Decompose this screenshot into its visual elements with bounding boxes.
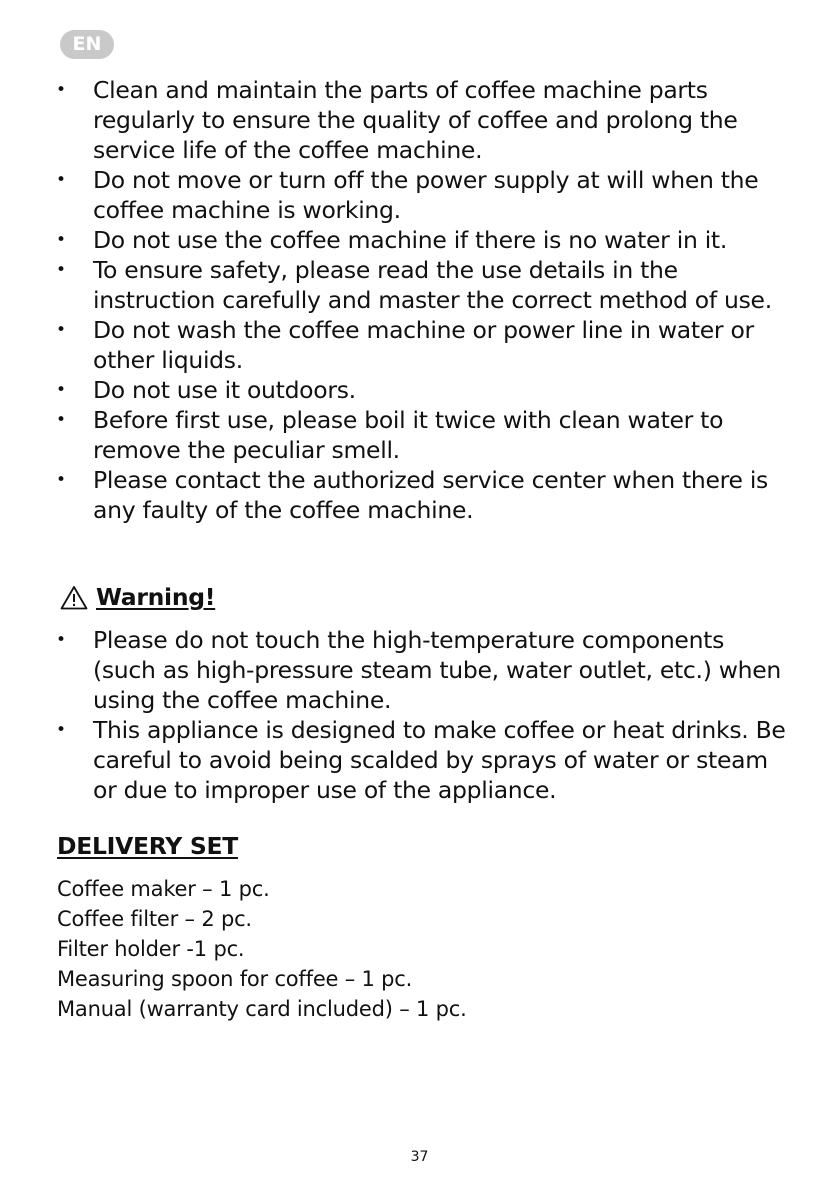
delivery-set-list [57, 874, 467, 1024]
list-item: Filter holder -1 pc. [57, 937, 245, 961]
warning-list [56, 625, 786, 805]
list-item: Manual (warranty card included) – 1 pc. [57, 997, 467, 1021]
list-item: Coffee maker – 1 pc. [57, 877, 270, 901]
delivery-set-title: DELIVERY SET [57, 832, 238, 860]
language-badge: EN [60, 30, 114, 59]
list-item: • Clean and maintain the parts of coffee machine parts regularly to ensure the quality of coffee and prolong the service life of the coffee machine. [56, 75, 796, 165]
list-item: • This appliance is designed to make coffee or heat drinks. Be careful to avoid being scalded by sprays of water or steam or due to improper use of the appliance. [56, 715, 786, 805]
list-item: • Please contact the authorized service center when there is any faulty of the coffee machine. [56, 465, 796, 525]
list-item: • Please do not touch the high-temperature components (such as high-pressure steam tube, water outlet, etc.) when using the coffee machine. [56, 625, 786, 715]
list-item: • Before first use, please boil it twice with clean water to remove the peculiar smell. [56, 405, 796, 465]
list-item: Coffee filter – 2 pc. [57, 907, 252, 931]
warning-heading [60, 583, 215, 611]
warning-triangle-icon [60, 585, 88, 610]
list-item: • Do not move or turn off the power supply at will when the coffee machine is working. [56, 165, 796, 225]
list-item: • To ensure safety, please read the use details in the instruction carefully and master the correct method of use. [56, 255, 796, 315]
warning-title: Warning! [96, 583, 216, 611]
list-item: • Do not wash the coffee machine or power line in water or other liquids. [56, 315, 796, 375]
precautions-list [56, 75, 796, 525]
list-item: • Do not use it outdoors. [56, 375, 796, 405]
page-number: 37 [410, 1149, 429, 1165]
list-item: • Do not use the coffee machine if there is no water in it. [56, 225, 796, 255]
list-item: Measuring spoon for coffee – 1 pc. [57, 967, 413, 991]
